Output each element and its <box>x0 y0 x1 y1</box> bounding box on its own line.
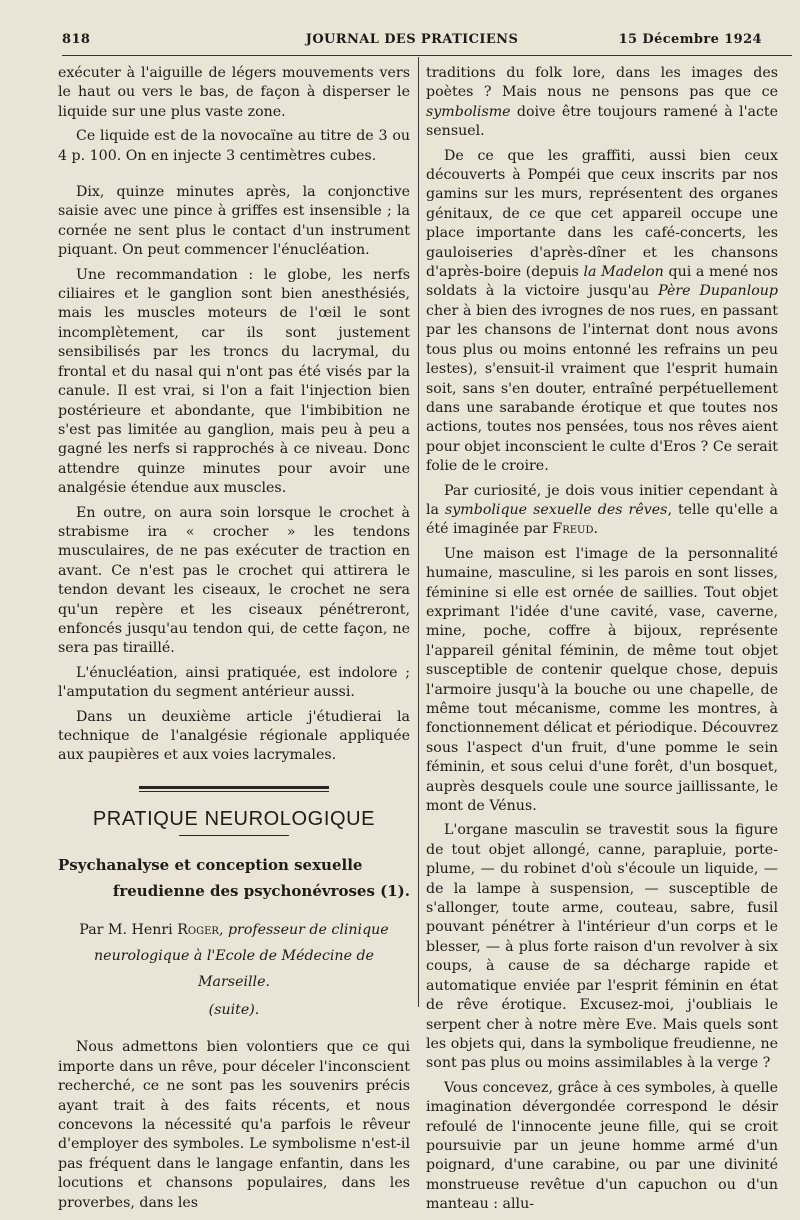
paragraph <box>426 147 778 477</box>
paragraph: Une maison est l'image de la personnalité humaine, masculine, si les parois en sont lisses, féminine si elle est ornée de saillies. Tout objet exprimant l'idée d'une cavité, vase, caverne, mine, poche, coffre à bijoux, représente l'appareil génital féminin, de même tout objet susceptible de contenir quelque chose, depuis l'armoire jusqu'à la bouche ou une chapelle, de même tout mécanisme, comme les montres, à fonctionnement délicat et périodique. Découvrez sous l'aspect d'un fruit, d'une pomme le sein féminin, et sous celui d'une forêt, d'un bosquet, auprès desquels coule une source jaillissante, le mont de Vénus. <box>426 545 778 815</box>
italic-run: Père Dupanloup <box>658 283 778 300</box>
thick-rule <box>139 786 329 789</box>
italic-run: symbolique sexuelle des rêves <box>445 501 668 518</box>
header-rule <box>62 55 792 56</box>
paragraph: L'organe masculin se travestit sous la figure de tout objet allongé, canne, parapluie, porte-plume, — du robinet d'où s'écoule un liquide, — de la lampe à suspension, — susceptible de s'allonger, toute arme, couteau, sabre, fusil pouvant pénétrer à l'intérieur d'un corps et le blesser, — à plus forte raison d'un revolver à six coups, à cause de sa décharge rapide et automatique enviée par l'esprit féminin en état de rêve érotique. Excusez-moi, j'oubliais le serpent cher à notre mère Eve. Mais quels sont les objets qui, dans la symbolique freudienne, ne sont pas plus ou moins assimilables à la verge ? <box>426 822 778 1072</box>
paragraph: Nous admettons bien volontiers que ce qui importe dans un rêve, pour déceler l'inconscient recherché, ce ne sont pas les souvenirs précis ayant trait à des faits récents, et nous concevons la nécessité qu'a parfois le rêveur d'employer des symboles. Le symbolisme n'est-il pas fréquent dans le langage enfantin, dans les locutions et chansons populaires, dans les proverbes, dans les <box>58 1039 410 1211</box>
text-run: . <box>593 521 598 538</box>
byline-affiliation: , professeur de clinique neurologique à l'Ecole de Médecine de Marseille. <box>94 922 389 991</box>
italic-run: la Madelon <box>583 264 664 281</box>
byline <box>58 917 410 995</box>
paragraph: Dans un deuxième article j'étudierai la technique de l'analgésie régionale appliquée aux paupières et aux voies lacrymales. <box>58 708 410 764</box>
paragraph <box>426 482 778 540</box>
text-run: doive être toujours ramené à l'acte sensuel. <box>426 103 778 140</box>
italic-run: symbolisme <box>426 103 511 120</box>
paragraph: exécuter à l'aiguille de légers mouvements vers le haut ou vers le bas, de façon à disperser le liquide sur une plus vaste zone. <box>58 65 410 120</box>
paragraph: Vous concevez, grâce à ces symboles, à quelle imagination dévergondée correspond le désir refoulé de l'innocente jeune fille, qui se croit poursuivie par un jeune homme armé d'un poignard, d'une carabine, ou par une divinité monstrueuse revêtue d'un capuchon ou d'un manteau : allu- <box>426 1079 778 1213</box>
author-reference: Freud <box>552 521 594 538</box>
short-rule <box>179 835 289 836</box>
paragraph: En outre, on aura soin lorsque le crochet à strabisme ira « crocher » les tendons musculaires, de ne pas exécuter de traction en avant. Ce n'est pas le crochet qui attirera le tendon devant les ciseaux, le crochet ne sera qu'un repère et les ciseaux pénétreront, enfoncés jusqu'au tendon qui, de cette façon, ne sera pas tiraillé. <box>58 504 410 657</box>
left-column <box>58 64 410 1218</box>
text-run: Par curiosité, je dois vous initier cependant à la <box>426 482 778 518</box>
right-column <box>426 64 778 1220</box>
running-header <box>62 32 762 52</box>
text-run: traditions du folk lore, dans les images des poètes ? Mais nous ne pensons pas que ce <box>426 65 778 101</box>
paragraph: Une recommandation : le globe, les nerfs ciliaires et le ganglion sont bien anesthésiés, mais les muscles moteurs de l'œil le sont incomplètement, car ils sont justement sensibilisés par les troncs du lacrymal, du frontal et du nasal qui n'ont pas été visés par la canule. Il est vrai, si l'on a fait l'injection bien postérieure et abondante, que l'imbibition ne s'est pas limitée au ganglion, mais peu à peu a gagné les nerfs si rapprochés à ce niveau. Donc attendre quinze minutes pour avoir une analgésie étendue aux muscles. <box>58 266 410 497</box>
article-title-line1: Psychanalyse et conception sexuelle <box>58 856 363 875</box>
page-number: 818 <box>62 32 91 47</box>
section-rule <box>58 786 410 792</box>
byline-prefix: Par M. Henri <box>79 922 178 939</box>
paragraph: Dix, quinze minutes après, la conjonctive saisie avec une pince à griffes est insensible ; la cornée ne sent plus le contact d'un instrument piquant. On peut commencer l'énucléation. <box>58 184 410 259</box>
text-run: qui a mené nos soldats à la victoire jusqu'au <box>426 264 779 300</box>
thin-rule <box>139 791 329 792</box>
journal-title: JOURNAL DES PRATICIENS <box>305 32 519 47</box>
text-run: , telle qu'elle a été imaginée par <box>426 501 778 538</box>
text-run: De ce que les graffiti, aussi bien ceux découverts à Pompéi que ceux inscrits par nos gamins sur les murs, représentent des organes génitaux, de ce que cet appareil occupe une place importante dans les café-concerts, les gauloiseries d'après-dîner et les chansons d'après-boire (depuis <box>426 147 778 281</box>
paragraph: Ce liquide est de la novocaïne au titre de 3 ou 4 p. 100. On en injecte 3 centimètres cubes. <box>58 128 410 164</box>
article-title-line2: freudienne des psychonévroses (1). <box>112 881 410 900</box>
continuation-note: (suite). <box>208 1002 260 1019</box>
section-title: PRATIQUE NEUROLOGIQUE <box>92 807 376 830</box>
text-run: cher à bien des ivrognes de nos rues, en passant par les chansons de l'internat dont nous avons tous plus ou moins entonné les refrains un peu lestes), s'ensuit-il vraiment que l'esprit humain soit, sans s'en douter, entraîné perpétuellement dans une sarabande érotique et que toutes nos actions, toutes nos pensées, tous nos rêves aient pour objet inconscient le culte d'Eros ? Ce serait folie de le croire. <box>426 302 778 475</box>
author-name: Roger <box>177 922 219 939</box>
column-divider <box>418 57 419 1007</box>
issue-date: 15 Décembre 1924 <box>618 32 762 47</box>
paragraph <box>426 64 778 142</box>
paragraph: L'énucléation, ainsi pratiquée, est indolore ; l'amputation du segment antérieur aussi. <box>58 664 410 701</box>
